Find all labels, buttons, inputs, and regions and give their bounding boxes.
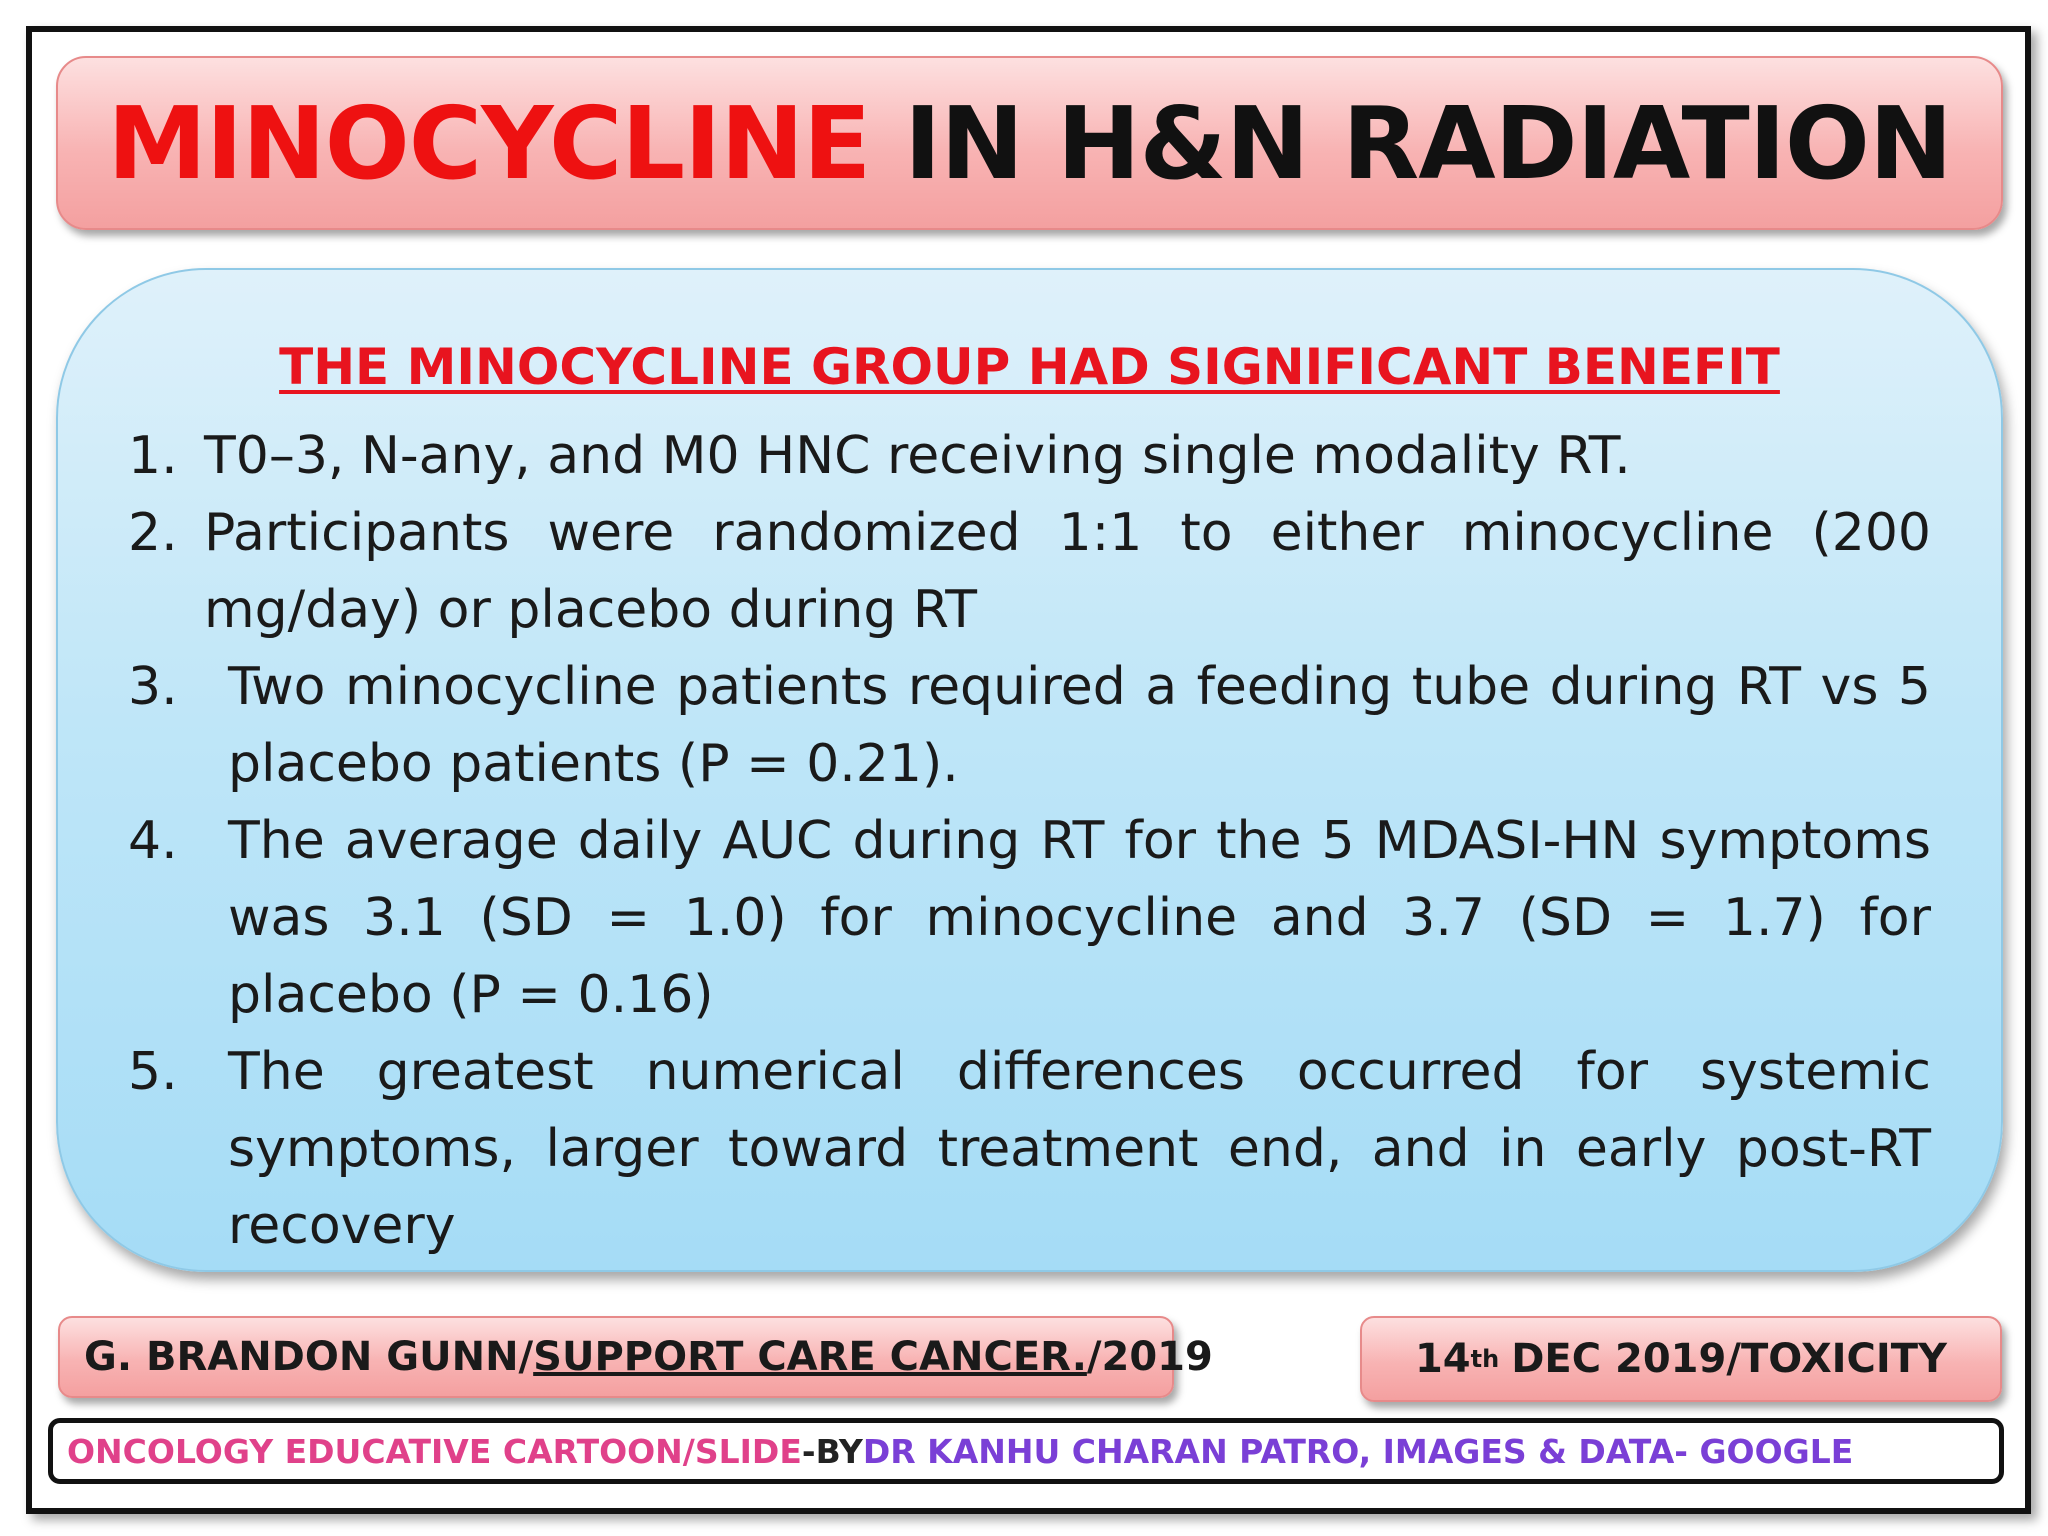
list-text: The greatest numerical differences occurred for systemic symptoms, larger toward treatment end, and in early post-RT recovery (228, 1042, 1931, 1256)
footer-credit (48, 1418, 2004, 1484)
content-panel (56, 268, 2003, 1272)
slide-frame (26, 26, 2031, 1514)
findings-list (128, 418, 1931, 1265)
reference-journal: SUPPORT CARE CANCER. (533, 1334, 1087, 1380)
list-number: 3. (128, 657, 178, 717)
date-suffix: th (1470, 1345, 1500, 1373)
list-number: 4. (128, 811, 178, 871)
section-heading: THE MINOCYCLINE GROUP HAD SIGNIFICANT BENEFIT (279, 338, 1780, 396)
slide-title (107, 85, 1951, 202)
reference-author: G. BRANDON GUNN/ (84, 1334, 534, 1380)
list-text: T0–3, N-any, and M0 HNC receiving single modality RT. (204, 426, 1631, 486)
list-item (128, 1034, 1931, 1265)
list-text: Two minocycline patients required a feeding tube during RT vs 5 placebo patients (P = 0.21). (228, 657, 1931, 794)
date-rest: DEC 2019/TOXICITY (1511, 1336, 1948, 1382)
title-banner (56, 56, 2003, 230)
list-item (128, 495, 1931, 649)
list-item (128, 803, 1931, 1034)
footer-author: DR KANHU CHARAN PATRO, IMAGES & DATA- GOOGLE (862, 1431, 1854, 1471)
date-day: 14 (1414, 1336, 1471, 1382)
reference-year: /2019 (1086, 1334, 1213, 1380)
footer-by: -BY (801, 1431, 863, 1471)
list-item (128, 649, 1931, 803)
list-number: 1. (128, 426, 178, 486)
title-rest: IN H&N RADIATION (904, 84, 1952, 202)
title-highlight: MINOCYCLINE (107, 84, 871, 202)
list-text: Participants were randomized 1:1 to either minocycline (200 mg/day) or placebo during RT (204, 503, 1931, 640)
list-number: 2. (128, 503, 178, 563)
footer-series: ONCOLOGY EDUCATIVE CARTOON/SLIDE (67, 1431, 802, 1471)
reference-box (58, 1316, 1213, 1398)
list-text: The average daily AUC during RT for the 5 MDASI-HN symptoms was 3.1 (SD = 1.0) for minocycline and 3.7 (SD = 1.7) for placebo (P = 0.16) (228, 811, 1931, 1025)
list-number: 5. (128, 1042, 178, 1102)
list-item (128, 418, 1931, 495)
date-box (1360, 1316, 2002, 1402)
